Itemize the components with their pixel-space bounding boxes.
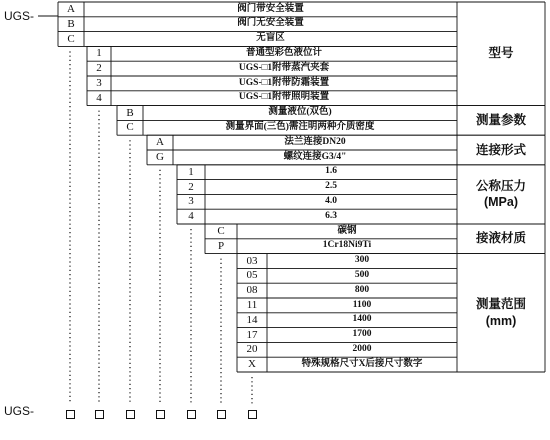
measurement_param-code-0: B — [126, 106, 134, 119]
model-code-0: A — [67, 3, 75, 15]
pressure-code-1: 2 — [188, 180, 194, 193]
pressure-category-label: 公称压力 (MPa) — [475, 178, 526, 210]
model-desc-6: UGS-□1附带照明装置 — [238, 92, 330, 103]
connection-code-0: A — [156, 136, 164, 149]
model-desc-3: 普通型彩色液位计 — [245, 47, 322, 58]
pressure-code-2: 3 — [188, 195, 194, 208]
range-code-2: 08 — [246, 284, 258, 297]
range-code-5: 17 — [246, 328, 258, 341]
model-desc-4: UGS-□1附带蒸汽夹套 — [238, 62, 330, 73]
prefix-label-bottom: UGS- — [4, 404, 34, 418]
range-desc-6: 2000 — [352, 343, 372, 354]
pressure-code-0: 1 — [188, 165, 194, 178]
model-code-4: 2 — [96, 62, 102, 75]
measurement_param-desc-0: 测量液位(双色) — [268, 107, 332, 118]
range-code-1: 05 — [246, 269, 258, 282]
code-slot-7 — [248, 410, 257, 419]
pressure-desc-0: 1.6 — [325, 166, 337, 177]
range-category-label: 测量范围 (mm) — [475, 296, 526, 328]
connection-desc-0: 法兰连接DN20 — [284, 136, 346, 147]
model-category-label: 型号 — [488, 46, 514, 61]
model-code-1: B — [67, 17, 75, 30]
material-desc-1: 1Cr18Ni9Ti — [322, 240, 372, 251]
range-desc-4: 1400 — [352, 314, 372, 325]
code-slot-1 — [66, 410, 75, 419]
model-code-3: 1 — [96, 47, 102, 60]
range-code-3: 11 — [246, 299, 258, 311]
range-desc-7: 特殊规格尺寸X后接尺寸数字 — [301, 358, 423, 369]
measurement_param-desc-1: 测量界面(三色)需注明两种介质密度 — [225, 121, 375, 132]
range-desc-5: 1700 — [352, 329, 372, 340]
connection-code-1: G — [156, 151, 164, 163]
model-code-5: 3 — [96, 77, 102, 89]
model-code-6: 4 — [96, 91, 102, 104]
model-desc-1: 阀门无安全装置 — [237, 18, 304, 29]
pressure-code-3: 4 — [188, 210, 194, 223]
code-slot-6 — [217, 410, 226, 419]
range-code-6: 20 — [246, 343, 258, 356]
range-code-4: 14 — [246, 313, 258, 326]
code-slot-3 — [126, 410, 135, 419]
material-code-1: P — [217, 239, 225, 252]
range-code-0: 03 — [246, 254, 258, 267]
code-slot-4 — [156, 410, 165, 419]
prefix-label-top: UGS- — [4, 9, 34, 23]
range-code-7: X — [248, 358, 256, 371]
model-desc-2: 无盲区 — [256, 33, 285, 44]
pressure-desc-1: 2.5 — [325, 181, 337, 192]
model-desc-0: 阀门带安全装置 — [237, 3, 304, 14]
connection-desc-1: 螺纹连接G3/4" — [283, 151, 347, 162]
range-desc-1: 500 — [354, 269, 370, 280]
model-desc-5: UGS-□1附带防霜装置 — [238, 77, 330, 88]
pressure-desc-3: 6.3 — [325, 210, 337, 221]
material-category-label: 接液材质 — [475, 231, 526, 246]
connection-category-label: 连接形式 — [475, 142, 526, 157]
range-desc-3: 1100 — [352, 299, 372, 310]
measurement_param-code-1: C — [126, 121, 134, 134]
measurement_param-category-label: 测量参数 — [475, 112, 526, 127]
material-code-0: C — [217, 225, 225, 237]
range-desc-2: 800 — [354, 284, 370, 295]
range-desc-0: 300 — [354, 255, 370, 266]
pressure-desc-2: 4.0 — [325, 195, 337, 206]
code-slot-2 — [95, 410, 104, 419]
material-desc-0: 碳钢 — [337, 225, 357, 236]
code-slot-5 — [187, 410, 196, 419]
model-code-2: C — [67, 32, 75, 45]
